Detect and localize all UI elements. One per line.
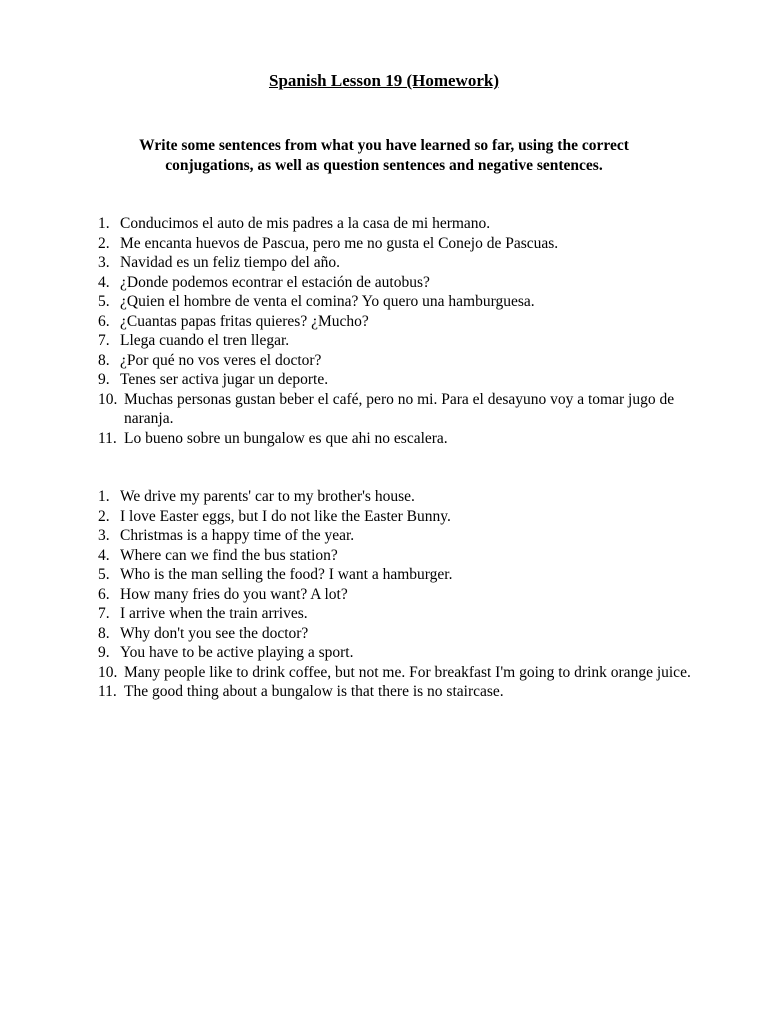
list-item — [98, 234, 718, 254]
item-number: 2. — [98, 507, 110, 525]
item-text: Conducimos el auto de mis padres a la casa de mi hermano. — [120, 215, 491, 232]
item-text: Tenes ser activa jugar un deporte. — [120, 371, 329, 388]
item-text: Many people like to drink coffee, but not me. For breakfast I'm going to drink orange juice. — [124, 663, 691, 681]
item-number: 10. — [98, 390, 118, 408]
item-number: 4. — [98, 273, 110, 291]
list-item — [98, 253, 718, 273]
english-sentence-list — [98, 487, 718, 702]
instructions-line-1: Write some sentences from what you have learned so far, using the correct — [139, 137, 629, 154]
list-item — [98, 292, 718, 312]
item-number: 4. — [98, 546, 110, 564]
item-text: Me encanta huevos de Pascua, pero me no gusta el Conejo de Pascuas. — [120, 234, 559, 252]
item-text: Who is the man selling the food? I want a hamburger. — [120, 566, 453, 583]
item-text: Llega cuando el tren llegar. — [120, 332, 290, 349]
item-text: You have to be active playing a sport. — [120, 644, 354, 661]
instructions-line-2: conjugations, as well as question sentences and negative sentences. — [165, 157, 603, 174]
list-item — [98, 390, 718, 429]
item-text: ¿Por qué no vos veres el doctor? — [120, 351, 322, 369]
item-number: 10. — [98, 663, 118, 681]
list-item — [98, 624, 718, 644]
item-number: 7. — [98, 605, 110, 622]
list-item — [98, 565, 718, 585]
item-text: I arrive when the train arrives. — [120, 605, 308, 622]
list-item — [98, 370, 718, 390]
list-item — [98, 214, 718, 234]
list-item — [98, 507, 718, 527]
item-number: 11. — [98, 683, 117, 700]
page-title: Spanish Lesson 19 (Homework) — [268, 71, 499, 90]
item-text: Why don't you see the doctor? — [120, 624, 309, 642]
item-number: 3. — [98, 254, 110, 271]
item-number: 6. — [98, 312, 110, 330]
item-number: 8. — [98, 624, 110, 642]
list-item — [98, 682, 718, 702]
item-number: 5. — [98, 566, 110, 583]
item-number: 5. — [98, 293, 110, 310]
item-text: The good thing about a bungalow is that there is no staircase. — [124, 683, 504, 700]
list-item — [98, 526, 718, 546]
item-text: ¿Cuantas papas fritas quieres? ¿Mucho? — [120, 312, 369, 330]
list-item — [98, 585, 718, 605]
item-text: How many fries do you want? A lot? — [120, 585, 348, 603]
list-item — [98, 546, 718, 566]
item-number: 1. — [98, 488, 110, 505]
list-item — [98, 487, 718, 507]
item-text: Lo bueno sobre un bungalow es que ahi no escalera. — [124, 429, 448, 447]
list-item — [98, 663, 718, 683]
item-text: Where can we find the bus station? — [120, 546, 338, 564]
item-number: 2. — [98, 234, 110, 252]
item-text: Muchas personas gustan beber el café, pero no mi. Para el desayuno voy a tomar jugo de naranja. — [124, 390, 675, 427]
instructions — [60, 136, 708, 176]
item-text: ¿Donde podemos econtrar el estación de autobus? — [120, 273, 430, 291]
list-item — [98, 604, 718, 624]
list-item — [98, 351, 718, 371]
item-number: 7. — [98, 332, 110, 349]
item-number: 6. — [98, 585, 110, 603]
item-text: We drive my parents' car to my brother's house. — [120, 488, 415, 505]
list-item — [98, 273, 718, 293]
list-item — [98, 429, 718, 449]
item-text: Navidad es un feliz tiempo del año. — [120, 254, 340, 271]
list-item — [98, 312, 718, 332]
item-number: 1. — [98, 215, 110, 232]
item-number: 9. — [98, 644, 110, 661]
list-item — [98, 643, 718, 663]
item-number: 11. — [98, 429, 117, 447]
item-number: 3. — [98, 527, 110, 544]
item-text: ¿Quien el hombre de venta el comina? Yo quero una hamburguesa. — [120, 293, 535, 310]
item-text: I love Easter eggs, but I do not like the Easter Bunny. — [120, 507, 451, 525]
list-item — [98, 331, 718, 351]
item-number: 9. — [98, 371, 110, 388]
item-text: Christmas is a happy time of the year. — [120, 527, 355, 544]
spanish-sentence-list — [98, 214, 718, 448]
item-number: 8. — [98, 351, 110, 369]
